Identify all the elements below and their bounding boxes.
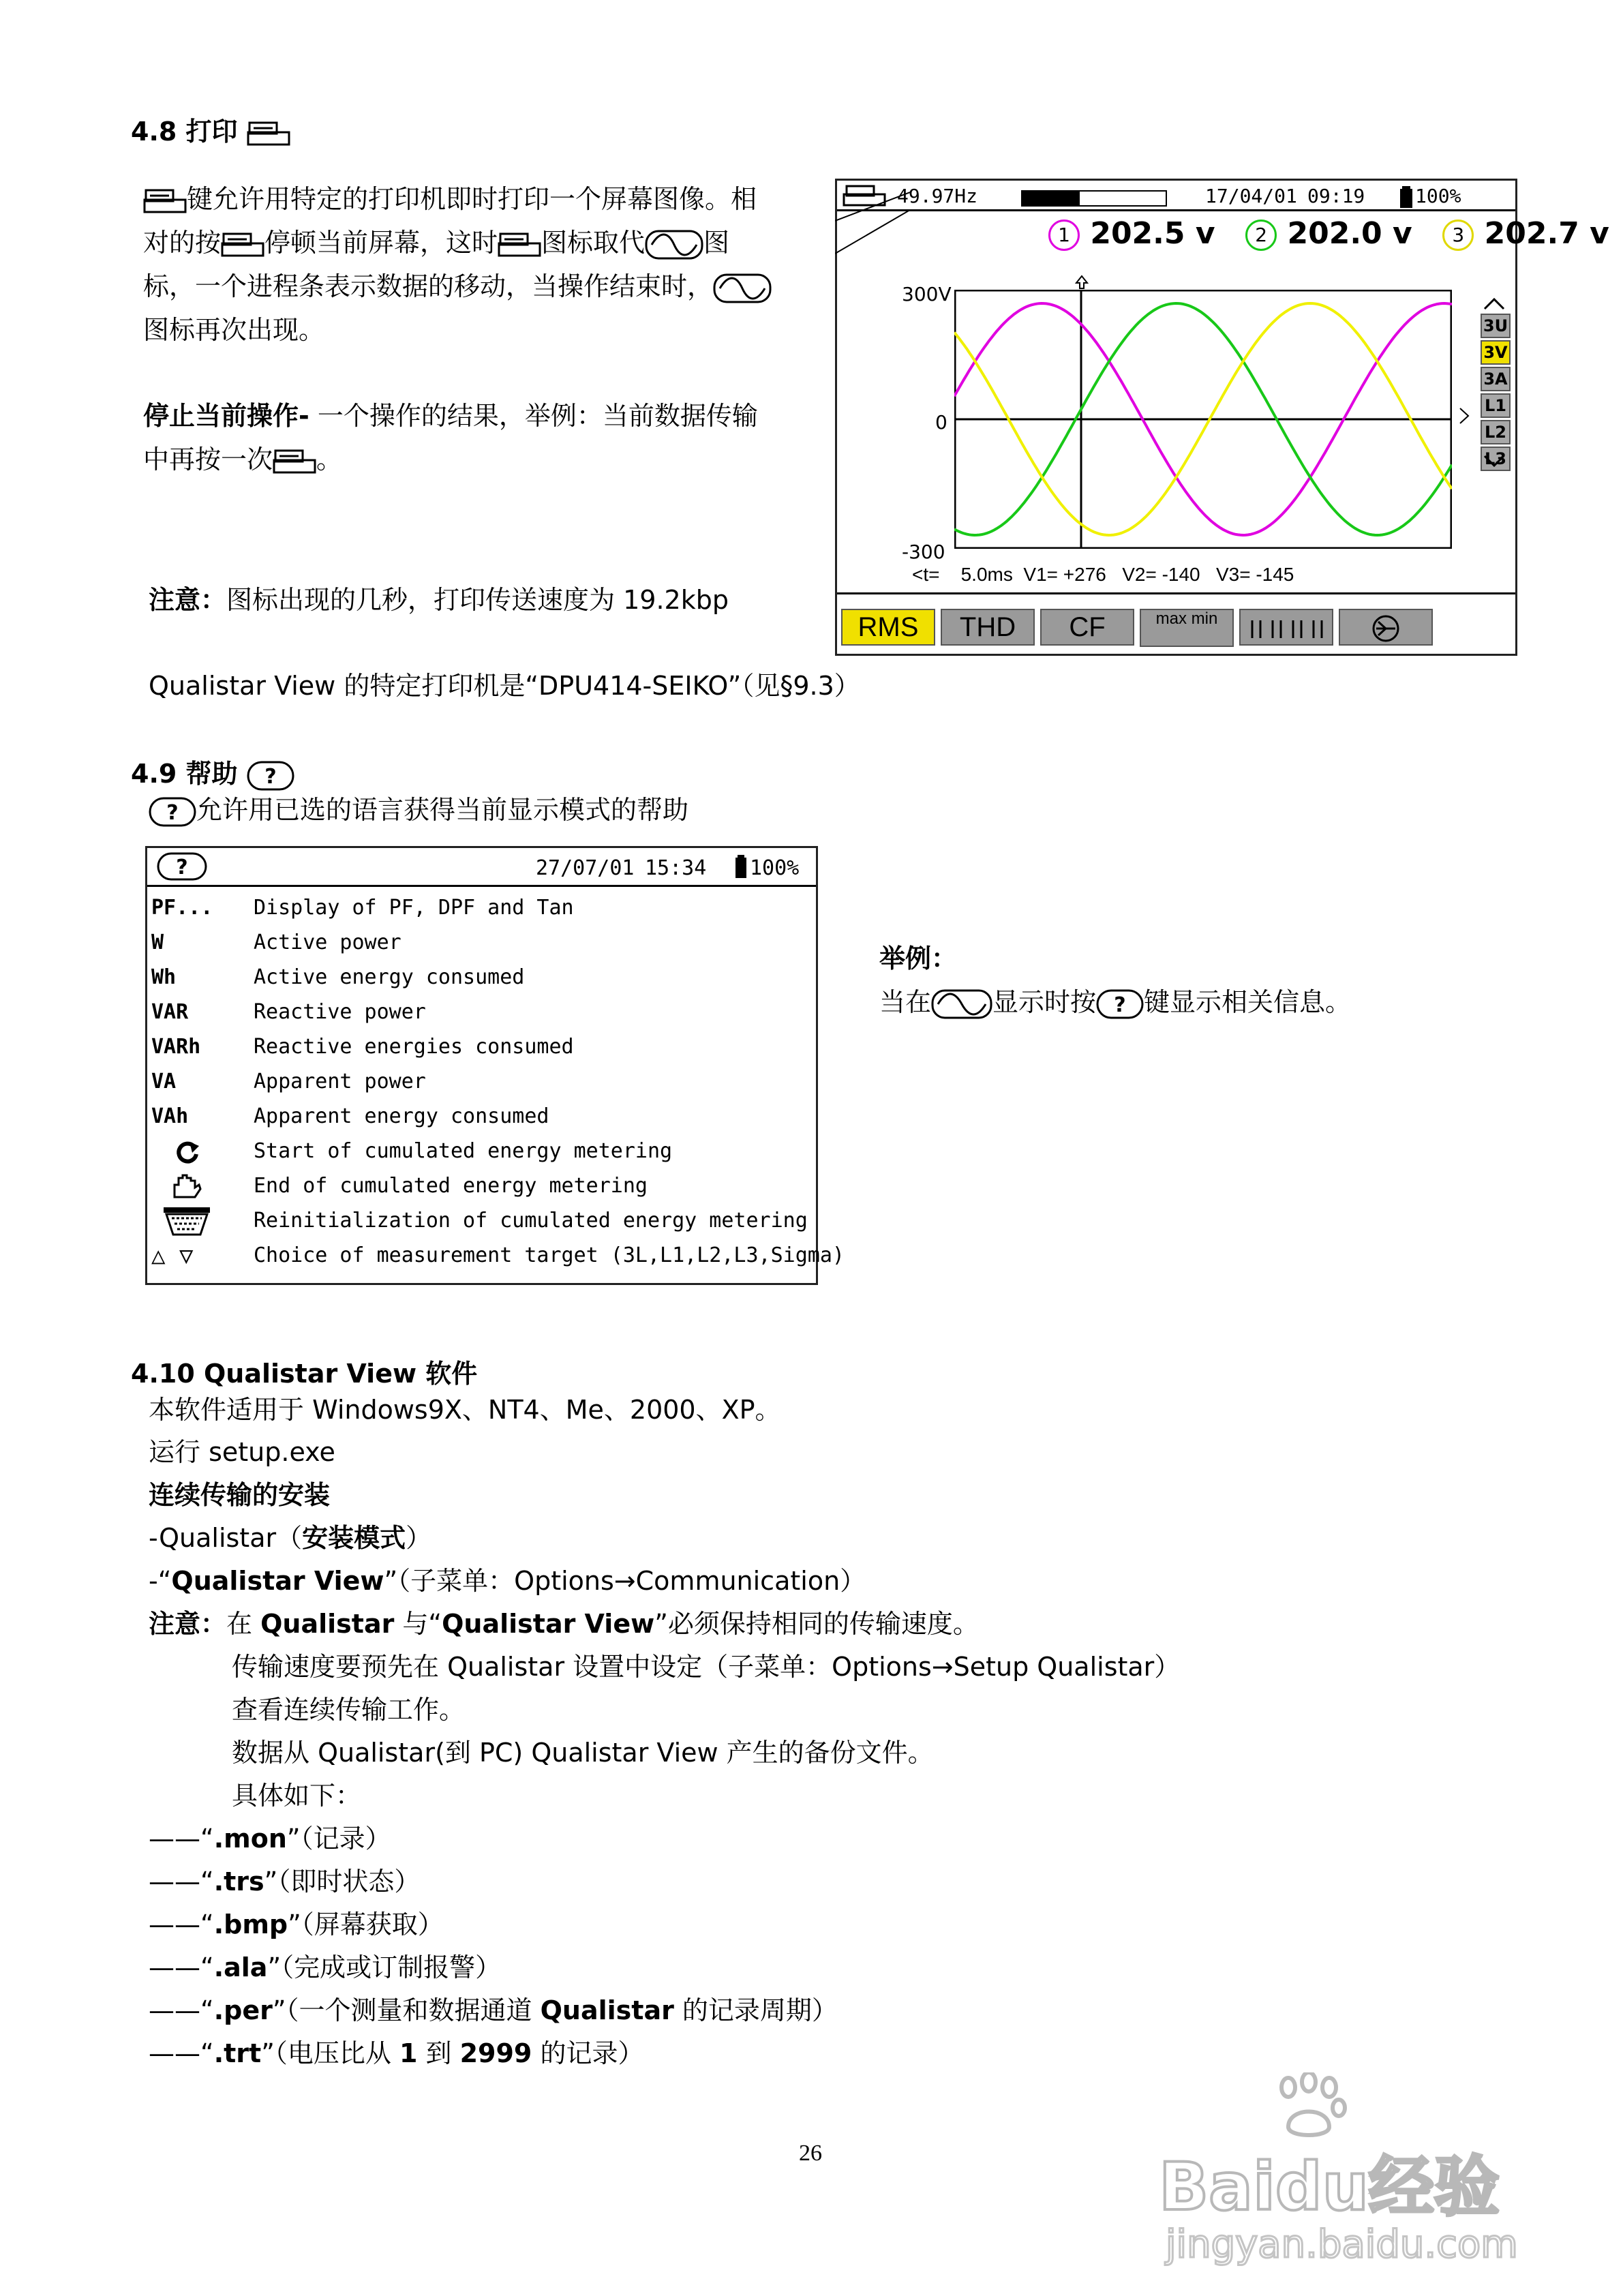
s410-line1: 本软件适用于 Windows9X、NT4、Me、2000、XP。 [149, 1395, 781, 1425]
help-icon [1096, 989, 1144, 1019]
s410-line4: -Qualistar（安装模式） [149, 1523, 432, 1553]
watermark-brand: Baidu经验 [1159, 2149, 1500, 2225]
help-icon [247, 761, 294, 791]
target-button-3v[interactable]: 3V [1481, 340, 1511, 365]
target-button-3u[interactable]: 3U [1481, 314, 1511, 338]
file-ext-item: ——“.trt”（电压比从 1 到 2999 的记录） [149, 2038, 644, 2068]
help-icon [157, 852, 207, 881]
page-number: 26 [799, 2141, 822, 2166]
section-4-9-title: 4.9 帮助 ? [131, 753, 294, 791]
cursor-readout: <t= 5.0ms V1= +276 V2= -140 V3= -145 [912, 564, 1294, 585]
waveform-icon [713, 273, 772, 303]
baidu-watermark [1159, 2072, 1541, 2277]
scope-screen [835, 179, 1609, 656]
svg-text:?: ? [1114, 993, 1126, 1017]
arrow-down-icon[interactable] [1481, 453, 1508, 468]
print-note: 注意：图标出现的几秒，打印传送速度为 19.2kbp [149, 585, 729, 615]
v2-value: 202.0 v [1287, 216, 1412, 251]
y-axis-mid: 0 [935, 411, 947, 434]
v1-value: 202.5 v [1090, 216, 1215, 251]
stop-op-line2: 中再按一次 。 [143, 444, 343, 474]
file-ext-item: ——“.trs”（即时状态） [149, 1867, 421, 1897]
time: 09:19 [1307, 185, 1365, 207]
target-button-l3[interactable]: L3 [1481, 447, 1511, 471]
restart-cycle-icon [168, 1139, 206, 1165]
printer-icon [143, 187, 187, 215]
battery-icon [1399, 186, 1413, 208]
waveform-icon [645, 230, 703, 260]
help-icon [149, 797, 196, 827]
cursor-marker-icon [1075, 275, 1089, 290]
hand-stop-icon [168, 1173, 206, 1200]
section-4-8-title: 4.8 打印 [131, 110, 290, 148]
help-desc: ? 允许用已选的语言获得当前显示模式的帮助 [149, 795, 688, 827]
s48-para-line3: 标，一个进程条表示数据的移动，当操作结束时， [143, 271, 772, 303]
svg-text:?: ? [176, 856, 188, 879]
printer-icon [273, 448, 316, 475]
date: 17/04/01 [1205, 185, 1297, 207]
v1-badge: 1 [1048, 220, 1080, 251]
scope-status-bar [885, 185, 1511, 209]
y-axis-bottom: -300 [902, 541, 945, 563]
target-button-3a[interactable]: 3A [1481, 367, 1511, 391]
file-ext-item: ——“.ala”（完成或订制报警） [149, 1952, 502, 1982]
callout-lines [835, 179, 910, 260]
tab-max-min[interactable]: max min [1140, 609, 1234, 647]
measurement-target-list [1481, 314, 1511, 473]
tab-harmonics[interactable] [1239, 609, 1333, 646]
s410-line8: 查看连续传输工作。 [232, 1695, 466, 1725]
help-time: 15:34 [645, 856, 707, 880]
file-ext-item: ——“.bmp”（屏幕获取） [149, 1909, 444, 1939]
tab-cf[interactable]: CF [1040, 609, 1134, 646]
stop-op-line1: 停止当前操作- 一个操作的结果，举例：当前数据传输 [143, 401, 758, 431]
file-ext-item: ——“.mon”（记录） [149, 1824, 391, 1854]
voltage-readings [1048, 216, 1609, 251]
waveform-plot [954, 290, 1452, 549]
frequency: 49.97Hz [897, 185, 978, 207]
battery-icon [735, 855, 747, 878]
help-battery: 100% [750, 856, 800, 880]
s48-para-line1: 键允许用特定的打印机即时打印一个屏幕图像。相 [143, 184, 757, 215]
watermark-url: jingyan.baidu.com [1166, 2222, 1518, 2267]
tab-rms[interactable]: RMS [841, 609, 935, 646]
s410-line3: 连续传输的安装 [149, 1480, 331, 1510]
example-title: 举例： [879, 943, 958, 973]
s410-line6: 注意：在 Qualistar 与“Qualistar View”必须保持相同的传输速度。 [149, 1609, 979, 1639]
help-screen: ? 27/07/01 15:34 100% PF... Display of PF, DPF and Tan W Active power Wh Active energy consumed VAR Reactive power VARh Reactive energies consumed VA Apparent power VAh Apparent energy consumed Start of cumulated energy metering End of cumulated energy metering Reinitialization of cumulated energy metering △ ▽ Choice of measurement target (3L,L1,L2,L3,Sigma) [145, 846, 818, 1285]
tab-thd[interactable]: THD [941, 609, 1035, 646]
paw-logo-icon [1268, 2072, 1350, 2141]
printer-icon [247, 120, 290, 147]
v3-badge: 3 [1442, 220, 1474, 251]
target-button-l1[interactable]: L1 [1481, 393, 1511, 418]
v3-value: 202.7 v [1484, 216, 1609, 251]
harmonics-bars-icon [1245, 615, 1327, 642]
file-ext-item: ——“.per”（一个测量和数据通道 Qualistar 的记录周期） [149, 1995, 838, 2025]
target-button-l2[interactable]: L2 [1481, 420, 1511, 444]
s48-para-line4: 图标再次出现。 [143, 315, 325, 345]
s48-para-line2: 对的按 停顿当前屏幕，这时 图标取代 图 [143, 228, 729, 260]
phasor-icon [1369, 614, 1403, 644]
y-axis-top: 300V [902, 283, 952, 305]
progress-fill [1022, 192, 1080, 205]
s410-line5: -“Qualistar View”（子菜单：Options→Communication） [149, 1566, 866, 1596]
arrow-up-icon[interactable] [1481, 297, 1508, 312]
svg-text:?: ? [166, 800, 179, 825]
printer-model: Qualistar View 的特定打印机是“DPU414-SEIKO”（见§9.3） [149, 671, 860, 701]
v2-badge: 2 [1245, 220, 1277, 251]
tab-vector[interactable] [1339, 609, 1433, 646]
battery-level: 100% [1415, 185, 1461, 207]
scroll-right-icon[interactable] [1457, 406, 1471, 426]
s410-line9: 数据从 Qualistar(到 PC) Qualistar View 产生的备份文件。 [232, 1738, 934, 1768]
printer-icon [221, 231, 264, 258]
s410-line7: 传输速度要预先在 Qualistar 设置中设定（子菜单：Options→Setup Qualistar） [232, 1652, 1181, 1682]
waveform-icon [931, 989, 992, 1019]
help-date: 27/07/01 [536, 856, 635, 880]
progress-bar [1021, 190, 1167, 207]
example-line: 当在 显示时按 ? 键显示相关信息。 [879, 987, 1351, 1019]
s410-line10: 具体如下： [232, 1781, 362, 1811]
s410-line2: 运行 setup.exe [149, 1437, 335, 1467]
reset-basket-icon [162, 1206, 211, 1236]
svg-text:?: ? [264, 764, 277, 789]
section-4-10-title: 4.10 Qualistar View 软件 [131, 1359, 478, 1389]
printer-icon [498, 231, 541, 258]
